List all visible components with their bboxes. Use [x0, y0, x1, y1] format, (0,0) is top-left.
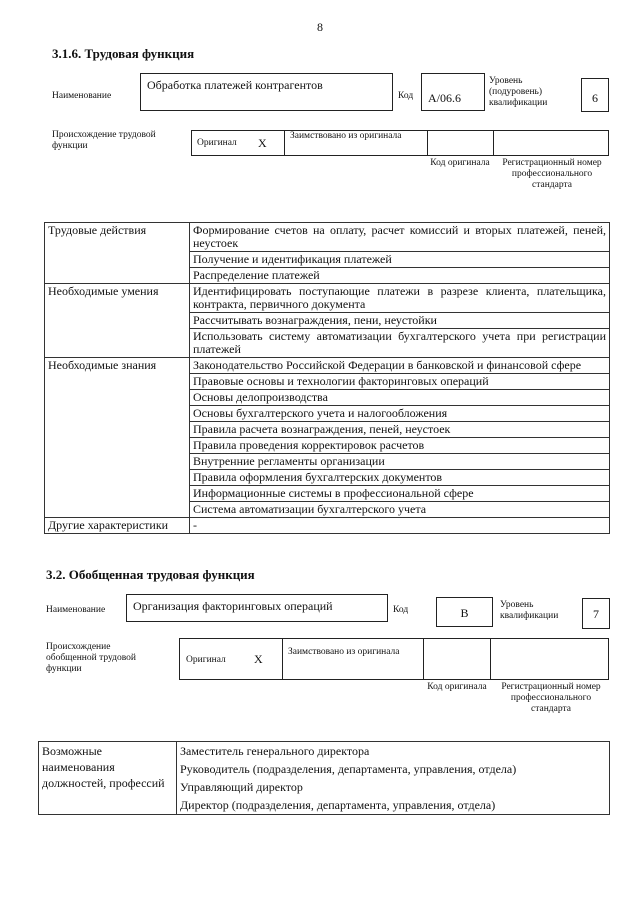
general-function-name-box: [126, 594, 388, 622]
table-cell: Формирование счетов на оплату, расчет комиссий и вторых платежей, пеней, неустоек: [190, 223, 610, 252]
code-value-2: B: [460, 606, 469, 620]
row-label-actions: Трудовые действия: [45, 223, 190, 284]
table-row: [45, 518, 610, 534]
code-original-label-2: Код оригинала: [427, 682, 487, 692]
origin-divider-2-3: [490, 638, 491, 680]
level-box: [581, 78, 609, 112]
positions-table: [38, 741, 610, 815]
table-cell: Правила оформления бухгалтерских документов: [190, 470, 610, 486]
position-item: Заместитель генерального директора: [177, 742, 610, 761]
table-row: [45, 358, 610, 374]
positions-label: Возможные наименования должностей, профессий: [39, 742, 177, 815]
general-function-name-value: Организация факторинговых операций: [133, 599, 333, 613]
original-mark-2: X: [254, 652, 263, 666]
function-name-box: [140, 73, 393, 111]
code-box-2: [436, 597, 493, 627]
origin-strip-2: [179, 638, 609, 680]
level-value-2: 7: [593, 607, 599, 621]
registration-number-label: Регистрационный номер профессионального стандарта: [502, 158, 602, 190]
original-label: Оригинал: [197, 138, 237, 148]
table-cell: Использовать систему автоматизации бухгалтерского учета при регистрации платежей: [190, 329, 610, 358]
origin-divider-2: [427, 130, 428, 156]
code-value: A/06.6: [428, 91, 461, 105]
level-value: 6: [592, 91, 598, 105]
table-cell: Правовые основы и технологии факторинговых операций: [190, 374, 610, 390]
code-label-2: Код: [393, 605, 409, 615]
name-label: Наименование: [52, 91, 112, 101]
function-name-value: Обработка платежей контрагентов: [147, 78, 323, 92]
table-cell: Основы бухгалтерского учета и налогообложения: [190, 406, 610, 422]
row-label-skills: Необходимые умения: [45, 284, 190, 358]
origin-label: Происхождение трудовой функции: [52, 130, 156, 151]
position-item: Директор (подразделения, департамента, управления, отдела): [177, 796, 610, 815]
table-cell: Распределение платежей: [190, 268, 610, 284]
origin-divider-1: [284, 130, 285, 156]
origin-divider-2-2: [423, 638, 424, 680]
table-row: [45, 223, 610, 252]
table-row: [45, 284, 610, 313]
page-number: 8: [317, 20, 323, 34]
table-cell: Правила расчета вознаграждения, пеней, неустоек: [190, 422, 610, 438]
code-box: [421, 73, 485, 111]
table-cell: Рассчитывать вознаграждения, пени, неустойки: [190, 313, 610, 329]
row-label-other: Другие характеристики: [45, 518, 190, 534]
table-cell: Получение и идентификация платежей: [190, 252, 610, 268]
table-cell: Законодательство Российской Федерации в банковской и финансовой сфере: [190, 358, 610, 374]
row-label-knowledge: Необходимые знания: [45, 358, 190, 518]
table-cell: Информационные системы в профессиональной сфере: [190, 486, 610, 502]
table-cell: -: [190, 518, 610, 534]
original-label-2: Оригинал: [186, 655, 226, 665]
table-cell: Правила проведения корректировок расчетов: [190, 438, 610, 454]
table-cell: Основы делопроизводства: [190, 390, 610, 406]
origin-label-2: Происхождение обобщенной трудовой функции: [46, 642, 136, 674]
position-item: Руководитель (подразделения, департамента, управления, отдела): [177, 760, 610, 778]
origin-divider-3: [493, 130, 494, 156]
level-label-2: Уровень квалификации: [500, 600, 559, 621]
table-cell: Внутренние регламенты организации: [190, 454, 610, 470]
original-mark: X: [258, 136, 267, 150]
position-item: Управляющий директор: [177, 778, 610, 796]
table-row: [39, 742, 610, 761]
borrowed-label: Заимствовано из оригинала: [290, 131, 402, 141]
table-cell: Система автоматизации бухгалтерского учета: [190, 502, 610, 518]
level-label: Уровень (подуровень) квалификации: [489, 76, 548, 108]
level-box-2: [582, 598, 610, 629]
origin-divider-2-1: [282, 638, 283, 680]
table-cell: Идентифицировать поступающие платежи в разрезе клиента, плательщика, контракта, первичного документа: [190, 284, 610, 313]
name-label-2: Наименование: [46, 605, 106, 615]
labor-function-table: [44, 222, 610, 534]
borrowed-label-2: Заимствовано из оригинала: [288, 647, 400, 657]
section-heading-316: 3.1.6. Трудовая функция: [52, 46, 195, 61]
code-label: Код: [398, 91, 414, 101]
registration-number-label-2: Регистрационный номер профессионального стандарта: [501, 682, 601, 714]
section-heading-32: 3.2. Обобщенная трудовая функция: [46, 567, 255, 582]
code-original-label: Код оригинала: [430, 158, 490, 168]
